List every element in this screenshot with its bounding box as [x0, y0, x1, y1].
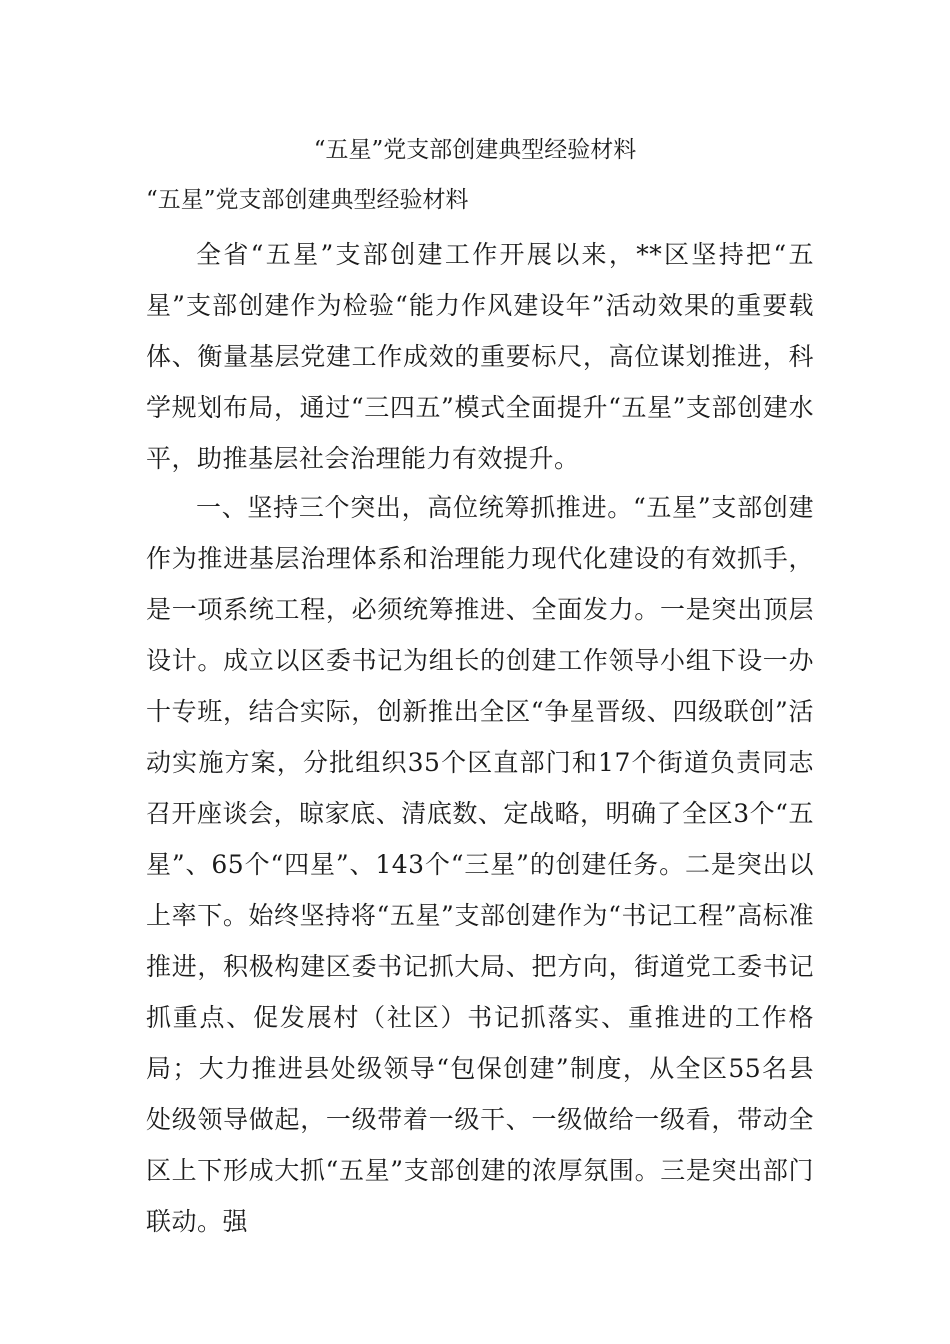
body-paragraph-intro: 全省“五星”支部创建工作开展以来，**区坚持把“五星”支部创建作为检验“能力作风建设年”活动效果的重要载体、衡量基层党建工作成效的重要标尺，高位谋划推进，科学规划布局，通过“三四五”模式全面提升“五星”支部创建水平，助推基层社会治理能力有效提升。	[146, 240, 814, 473]
document-title: “五星”党支部创建典型经验材料	[313, 137, 637, 163]
body-paragraph-section-one: 一、坚持三个突出，高位统筹抓推进。“五星”支部创建作为推进基层治理体系和治理能力现代化建设的有效抓手，是一项系统工程，必须统筹推进、全面发力。一是突出顶层设计。成立以区委书记为组长的创建工作领导小组下设一办十专班，结合实际，创新推出全区“争星晋级、四级联创”活动实施方案，分批组织35个区直部门和17个街道负责同志召开座谈会，晾家底、清底数、定战略，明确了全区3个“五星”、65个“四星”、143个“三星”的创建任务。二是突出以上率下。始终坚持将“五星”支部创建作为“书记工程”高标准推进，积极构建区委书记抓大局、把方向，街道党工委书记抓重点、促发展村（社区）书记抓落实、重推进的工作格局；大力推进县处级领导“包保创建”制度，从全区55名县处级领导做起，一级带着一级干、一级做给一级看，带动全区上下形成大抓“五星”支部创建的浓厚氛围。三是突出部门联动。强	[146, 493, 814, 1236]
document-subtitle: “五星”党支部创建典型经验材料	[146, 187, 469, 213]
